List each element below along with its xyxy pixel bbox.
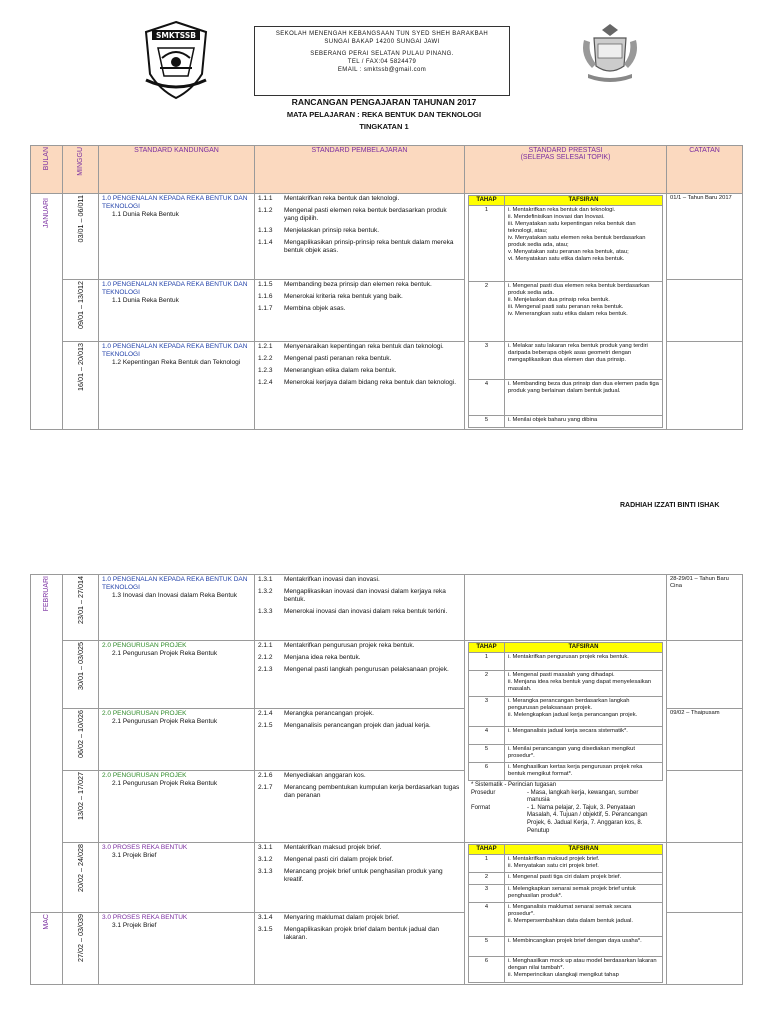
col-kandungan: STANDARD KANDUNGAN xyxy=(99,146,255,194)
state-emblem xyxy=(578,20,642,86)
plan-table-february xyxy=(30,574,743,985)
standard-prestasi-cell xyxy=(465,194,667,430)
school-district: SEBERANG PERAI SELATAN PULAU PINANG. xyxy=(310,51,454,57)
kandungan-sub: 2.1 Pengurusan Projek Reka Bentuk xyxy=(112,650,218,657)
standard-pembelajaran-cell: 1.2.1 Menyenaraikan kepentingan reka bentuk dan teknologi. 1.2.2 Mengenal pasti peranan reka bentuk. 1.2.3 Menerangkan etika dalam reka bentuk. 1.2.4 Menerokai kerjaya dalam bidang reka bentuk dan teknologi. xyxy=(255,342,465,430)
svg-text:SMKTSSB: SMKTSSB xyxy=(156,31,196,40)
standard-kandungan-cell xyxy=(99,194,255,280)
week-cell: 30/01 – 03/025 xyxy=(63,641,99,709)
kandungan-sub: 2.1 Pengurusan Projek Reka Bentuk xyxy=(112,780,218,787)
kandungan-title: 1.0 PENGENALAN KEPADA REKA BENTUK DAN TEKNOLOGI xyxy=(102,195,248,210)
kandungan-title: 2.0 PENGURUSAN PROJEK xyxy=(102,710,187,717)
standard-kandungan-cell xyxy=(99,641,255,709)
document-title: RANCANGAN PENGAJARAN TAHUNAN 2017 xyxy=(291,97,477,107)
month-cell xyxy=(31,912,63,984)
month-cell xyxy=(31,575,63,913)
standard-prestasi-cell xyxy=(465,641,667,843)
week-cell: 03/01 – 06/011 xyxy=(63,194,99,280)
month-label: FEBRUARI xyxy=(43,576,50,612)
standard-kandungan-cell xyxy=(99,843,255,913)
standard-kandungan-cell xyxy=(99,912,255,984)
school-town: SUNGAI BAKAP 14200 SUNGAI JAWI xyxy=(324,39,440,45)
standard-pembelajaran-cell: 1.1.5 Membanding beza prinsip dan elemen reka bentuk. 1.1.6 Menerokai kriteria reka bentuk yang baik. 1.1.7 Membina objek asas. xyxy=(255,280,465,342)
school-logo xyxy=(138,18,214,102)
catatan-cell xyxy=(667,771,743,843)
kandungan-title: 3.0 PROSES REKA BENTUK xyxy=(102,844,188,851)
standard-kandungan-cell xyxy=(99,342,255,430)
table-row xyxy=(31,575,743,641)
week-cell: 20/02 – 24/028 xyxy=(63,843,99,913)
standard-kandungan-cell xyxy=(99,709,255,771)
subject-line: MATA PELAJARAN : REKA BENTUK DAN TEKNOLOGI xyxy=(286,110,482,119)
standard-pembelajaran-cell: 3.1.4 Menyaring maklumat dalam projek brief. 3.1.5 Mengaplikasikan projek brief dalam bentuk jadual dan lakaran. xyxy=(255,912,465,984)
note-sistematik: * Sistematik - Perincian tugasan xyxy=(471,782,557,788)
kandungan-sub: 1.1 Dunia Reka Bentuk xyxy=(112,297,179,304)
col-bulan: BULAN xyxy=(31,146,63,194)
col-prestasi-title: STANDARD PRESTASI xyxy=(528,147,603,154)
kandungan-title: 3.0 PROSES REKA BENTUK xyxy=(102,913,188,921)
table-row xyxy=(31,843,743,913)
school-name: SEKOLAH MENENGAH KEBANGSAAN TUN SYED SHEH BARAKBAH xyxy=(275,31,489,37)
catatan-cell: 28-29/01 – Tahun Baru Cina xyxy=(667,575,743,641)
prestasi-table: TAHAP TAFSIRAN 1 i. Mentakrifkan pengurusan projek reka bentuk. 2 i. Mengenal pasti masalah yang dihadapi. ii. Menjana idea reka bentuk yang dapat menyelesaikan masalah. 3 i. Merangka perancangan berdasarkan langkah pengurusan pelaksanaan projek. ii. Melengkapkan jadual kerja perancangan projek. 4 i. Menganalisis jadual kerja secara sistematik*. 5 i. Menilai perancangan yang disediakan mengikut prosedur*. 6 i. Menghasilkan kertas kerja pengurusan projek reka bentuk mengikut format*. xyxy=(468,642,663,781)
plan-table-january xyxy=(30,145,743,430)
table-header-row xyxy=(31,146,743,194)
teacher-name: RADHIAH IZZATI BINTI ISHAK xyxy=(620,502,720,509)
standard-pembelajaran-cell: 3.1.1 Mentakrifkan maksud projek brief. 3.1.2 Mengenal pasti ciri dalam projek brief. 3.1.3 Merancang projek brief untuk penghasilan produk yang kreatif. xyxy=(255,843,465,913)
kandungan-title: 1.0 PENGENALAN KEPADA REKA BENTUK DAN TEKNOLOGI xyxy=(102,281,248,296)
catatan-cell xyxy=(667,912,743,984)
school-email: EMAIL : smktssb@gmail.com xyxy=(337,67,427,73)
kandungan-sub: 1.2 Kepentingan Reka Bentuk dan Teknologi xyxy=(112,359,241,366)
catatan-cell xyxy=(667,843,743,913)
standard-pembelajaran-cell: 2.1.1 Mentakrifkan pengurusan projek reka bentuk. 2.1.2 Menjana idea reka bentuk. 2.1.3 Mengenal pasti langkah pengurusan pelaksanaan projek. xyxy=(255,641,465,709)
week-cell: 23/01 – 27/014 xyxy=(63,575,99,641)
standard-pembelajaran-cell: 1.3.1 Mentakrifkan inovasi dan inovasi. 1.3.2 Mengaplikasikan inovasi dan inovasi dalam kerjaya reka bentuk. 1.3.3 Menerokai inovasi dan inovasi dalam reka bentuk terkini. xyxy=(255,575,465,641)
school-address-box xyxy=(254,26,510,96)
week-cell: 06/02 – 10/026 xyxy=(63,709,99,771)
prestasi-table: TAHAP TAFSIRAN 1 i. Mentakrifkan reka bentuk dan teknologi. ii. Mendefinisikan inovasi dan lnovasi. iii. Menyatakan satu kepentingan reka bentuk dan teknologi, atau; iv. Menyatakan satu elemen reka bentuk berdasarkan produk sedia ada, atau; v. Menyatakan satu peranan reka bentuk, atau; vi. Menyatakan satu etika dalam reka bentuk. 2 i. Mengenal pasti dua elemen reka bentuk berdasarkan produk sedia ada. ii. Menjelaskan dua prinsip reka bentuk. iii. Mengenal pasti satu peranan reka bentuk. iv. Menerangkan satu etika dalam reka bentuk. 3 i. Melakar satu lakaran reka bentuk produk yang terdiri daripada beberapa objek asas geometri dengan mengaplikasikan dua elemen dan dua prinsip. 4 i. Membanding beza dua prinsip dan dua elemen pada tiga produk yang berlainan dalam bentuk jadual. 5 i. Menilai objek baharu yang dibina xyxy=(468,195,663,428)
kandungan-title: 1.0 PENGENALAN KEPADA REKA BENTUK DAN TEKNOLOGI xyxy=(102,576,248,591)
form-line: TINGKATAN 1 xyxy=(359,122,409,131)
evidence-notes: * Sistematik - Perincian tugasan Prosedur - Masa, langkah kerja, kewangan, sumber manusia Format - 1. Nama pelajar, 2. Tajuk, 3. Penyataan Masalah, 4. Tujuan / objektif, 5. Perancangan Projek, 6. Jadual Kerja, 7. Anggaran kos, 8. Penutup xyxy=(468,781,663,836)
col-catatan: CATATAN xyxy=(667,146,743,194)
catatan-cell xyxy=(667,342,743,430)
week-cell: 13/02 – 17/027 xyxy=(63,771,99,843)
col-pembelajaran: STANDARD PEMBELAJARAN xyxy=(255,146,465,194)
col-prestasi xyxy=(465,146,667,194)
week-cell: 09/01 – 13/012 xyxy=(63,280,99,342)
kandungan-title: 2.0 PENGURUSAN PROJEK xyxy=(102,772,187,779)
table-row xyxy=(31,194,743,280)
kandungan-title: 2.0 PENGURUSAN PROJEK xyxy=(102,642,187,649)
month-label: MAC xyxy=(43,913,50,930)
standard-pembelajaran-cell: 1.1.1 Mentakrifkan reka bentuk dan teknologi. 1.1.2 Mengenal pasti elemen reka bentuk berdasarkan produk yang dipilih. 1.1.3 Menjelaskan prinsip reka bentuk. 1.1.4 Mengaplikasikan prinsip-prinsip reka bentuk dalam mereka bentuk objek asas. xyxy=(255,194,465,280)
standard-kandungan-cell xyxy=(99,771,255,843)
month-cell xyxy=(31,194,63,430)
kandungan-sub: 2.1 Pengurusan Projek Reka Bentuk xyxy=(112,718,218,725)
week-cell: 27/02 – 03/039 xyxy=(63,912,99,984)
prestasi-empty-cell xyxy=(465,575,667,641)
catatan-cell: 09/02 – Thaipusam xyxy=(667,709,743,771)
month-label: JANUARI xyxy=(43,198,50,228)
prestasi-table: TAHAP TAFSIRAN 1 i. Mentakrifkan maksud projek brief. ii. Menyatakan satu ciri projek brief. 2 i. Mengenal pasti tiga ciri dalam projek brief. 3 i. Melengkapkan senarai semak projek brief untuk penghasilan produk*. 4 i. Menganalisis maklumat senarai semak secara prosedur*. ii. Mempersembahkan data dalam bentuk jadual. 5 i. Membincangkan projek brief dengan daya usaha*. 6 i. Menghasilkan mock up atau model berdasarkan lakaran dengan nilai tambah*. ii. Memperincikan ulangkaji mengikut tahap xyxy=(468,844,663,983)
week-cell: 16/01 – 20/013 xyxy=(63,342,99,430)
kandungan-sub: 1.3 Inovasi dan Inovasi dalam Reka Bentuk xyxy=(112,592,238,599)
school-phone: TEL / FAX:04 5824479 xyxy=(347,59,417,65)
standard-pembelajaran-cell: 2.1.6 Menyediakan anggaran kos. 2.1.7 Merancang pembentukan kumpulan kerja berdasarkan tugas dan peranan xyxy=(255,771,465,843)
standard-prestasi-cell xyxy=(465,843,667,985)
kandungan-sub: 1.1 Dunia Reka Bentuk xyxy=(112,211,179,218)
catatan-cell xyxy=(667,280,743,342)
col-minggu: MINGGU xyxy=(63,146,99,194)
kandungan-title: 1.0 PENGENALAN KEPADA REKA BENTUK DAN TEKNOLOGI xyxy=(102,343,248,358)
col-prestasi-sub: (SELEPAS SELESAI TOPIK) xyxy=(520,154,611,161)
standard-kandungan-cell xyxy=(99,280,255,342)
table-row xyxy=(31,641,743,709)
standard-kandungan-cell xyxy=(99,575,255,641)
kandungan-sub: 3.1 Projek Brief xyxy=(112,852,157,859)
catatan-cell xyxy=(667,641,743,709)
kandungan-sub: 3.1 Projek Brief xyxy=(112,921,157,929)
catatan-cell: 01/1 – Tahun Baru 2017 xyxy=(667,194,743,280)
standard-pembelajaran-cell: 2.1.4 Merangka perancangan projek. 2.1.5 Menganalisis perancangan projek dan jadual kerja. xyxy=(255,709,465,771)
